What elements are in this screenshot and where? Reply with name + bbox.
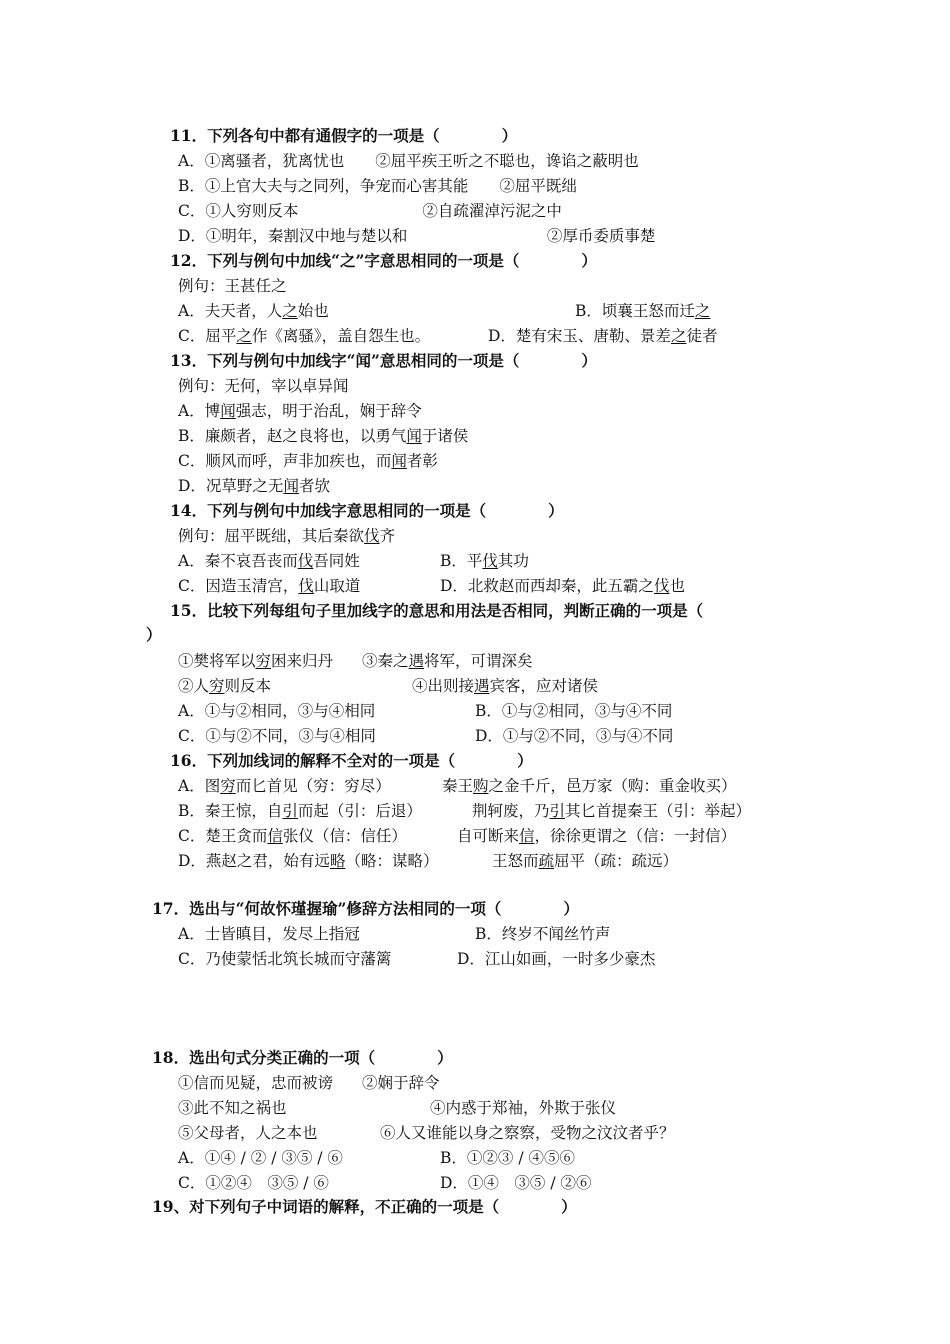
question-13-option-a: A．博闻强志，明于治乱，娴于辞令 [178,402,422,420]
question-18-item-2: ②娴于辞令 [362,1074,440,1092]
question-18-option-d: D．①④ ③⑤ / ②⑥ [440,1174,592,1192]
question-15-item-4: ④出则接遇宾客，应对诸侯 [412,677,599,695]
question-18-option-b: B．①②③ / ④⑤⑥ [440,1149,575,1167]
question-18-item-1: ①信而见疑，忠而被谤 [178,1074,334,1092]
question-11-line-a: A．①离骚者，犹离忧也 ②屈平疾王听之不聪也，谗谄之蔽明也 [178,152,639,170]
question-16-row-a1: A．图穷而匕首见（穷：穷尽） [178,777,391,795]
question-13-example: 例句：无何，宰以卓异闻 [178,377,349,395]
question-14-stem: 14．下列与例句中加线字意思相同的一项是（ ） [170,501,564,520]
question-15-option-b: B．①与②相同，③与④不同 [475,702,673,720]
question-11-line-d: D．①明年，秦割汉中地与楚以和 ②厚币委质事楚 [178,227,656,245]
question-15-item-2: ②人穷则反本 [178,677,272,695]
question-17-stem: 17．选出与“何故怀瑾握瑜”修辞方法相同的一项（ ） [152,899,579,918]
question-13-option-b: B．廉颇者，赵之良将也，以勇气闻于诸侯 [178,427,469,445]
question-16-row-b1: B．秦王惊，自引而起（引：后退） [178,802,422,820]
question-12-example: 例句：王甚任之 [178,277,287,295]
question-18-option-a: A．①④ / ② / ③⑤ / ⑥ [178,1149,343,1167]
question-18-item-4: ④内惑于郑袖，外欺于张仪 [430,1099,617,1117]
question-17-option-c: C．乃使蒙恬北筑长城而守藩篱 [178,950,392,968]
question-15-option-a: A．①与②相同，③与④相同 [178,702,376,720]
question-16-row-b2: 荆轲废，乃引其匕首提秦王（引：举起） [472,802,752,820]
question-15-stem: 15．比较下列每组句子里加线字的意思和用法是否相同，判断正确的一项是（ [170,601,704,620]
question-12-option-c: C．屈平之作《离骚》，盖自怨生也。 [178,327,431,345]
question-18-item-6: ⑥人又谁能以身之察察，受物之汶汶者乎？ [380,1124,675,1142]
question-16-stem: 16．下列加线词的解释不全对的一项是（ ） [170,751,533,770]
question-11-line-b: B．①上官大夫与之同列，争宠而心害其能 ②屈平既绌 [178,177,577,195]
question-12-stem: 12．下列与例句中加线“之”字意思相同的一项是（ ） [170,251,597,270]
question-17-option-d: D．江山如画，一时多少豪杰 [457,950,656,968]
question-14-example: 例句：屈平既绌，其后秦欲伐齐 [178,527,396,545]
question-16-row-c2: 自可断来信，徐徐更谓之（信：一封信） [457,827,737,845]
question-17-option-b: B．终岁不闻丝竹声 [475,925,611,943]
question-13-stem: 13．下列与例句中加线字“闻”意思相同的一项是（ ） [170,351,597,370]
question-14-option-b: B．平伐其功 [440,552,529,570]
question-15-option-d: D．①与②不同，③与④不同 [475,727,674,745]
question-18-stem: 18．选出句式分类正确的一项（ ） [152,1048,453,1067]
question-17-option-a: A．士皆瞋目，发尽上指冠 [178,925,360,943]
question-14-option-d: D．北救赵而西却秦，此五霸之伐也 [440,577,685,595]
question-14-option-c: C．因造玉清宫，伐山取道 [178,577,361,595]
question-15-option-c: C．①与②不同，③与④相同 [178,727,376,745]
question-12-option-b: B．顷襄王怒而迁之 [575,302,711,320]
question-16-row-c1: C．楚王贪而信张仪（信：信任） [178,827,407,845]
question-18-item-5: ⑤父母者，人之本也 [178,1124,318,1142]
question-15-stem-tail: ） [146,625,162,644]
question-13-option-c: C．顺风而呼，声非加疾也，而闻者彰 [178,452,438,470]
question-18-option-c: C．①②④ ③⑤ / ⑥ [178,1174,329,1192]
question-16-row-d2: 王怒而疏屈平（疏：疏远） [492,852,679,870]
question-14-option-a: A．秦不哀吾丧而伐吾同姓 [178,552,360,570]
question-12-option-d: D．楚有宋玉、唐勒、景差之徒者 [488,327,718,345]
question-11-stem: 11．下列各句中都有通假字的一项是（ ） [170,126,518,145]
question-15-item-3: ③秦之遇将军，可谓深矣 [362,652,533,670]
question-15-item-1: ①樊将军以穷困来归丹 [178,652,334,670]
question-19-stem: 19、对下列句子中词语的解释，不正确的一项是（ ） [152,1197,577,1216]
question-18-item-3: ③此不知之祸也 [178,1099,287,1117]
question-12-option-a: A．夫天者，人之始也 [178,302,329,320]
question-16-row-d1: D．燕赵之君，始有远略（略：谋略） [178,852,439,870]
question-11-line-c: C．①人穷则反本 ②自疏濯淖污泥之中 [178,202,562,220]
question-13-option-d: D．况草野之无闻者欤 [178,477,330,495]
question-16-row-a2: 秦王购之金千斤，邑万家（购：重金收买） [442,777,737,795]
